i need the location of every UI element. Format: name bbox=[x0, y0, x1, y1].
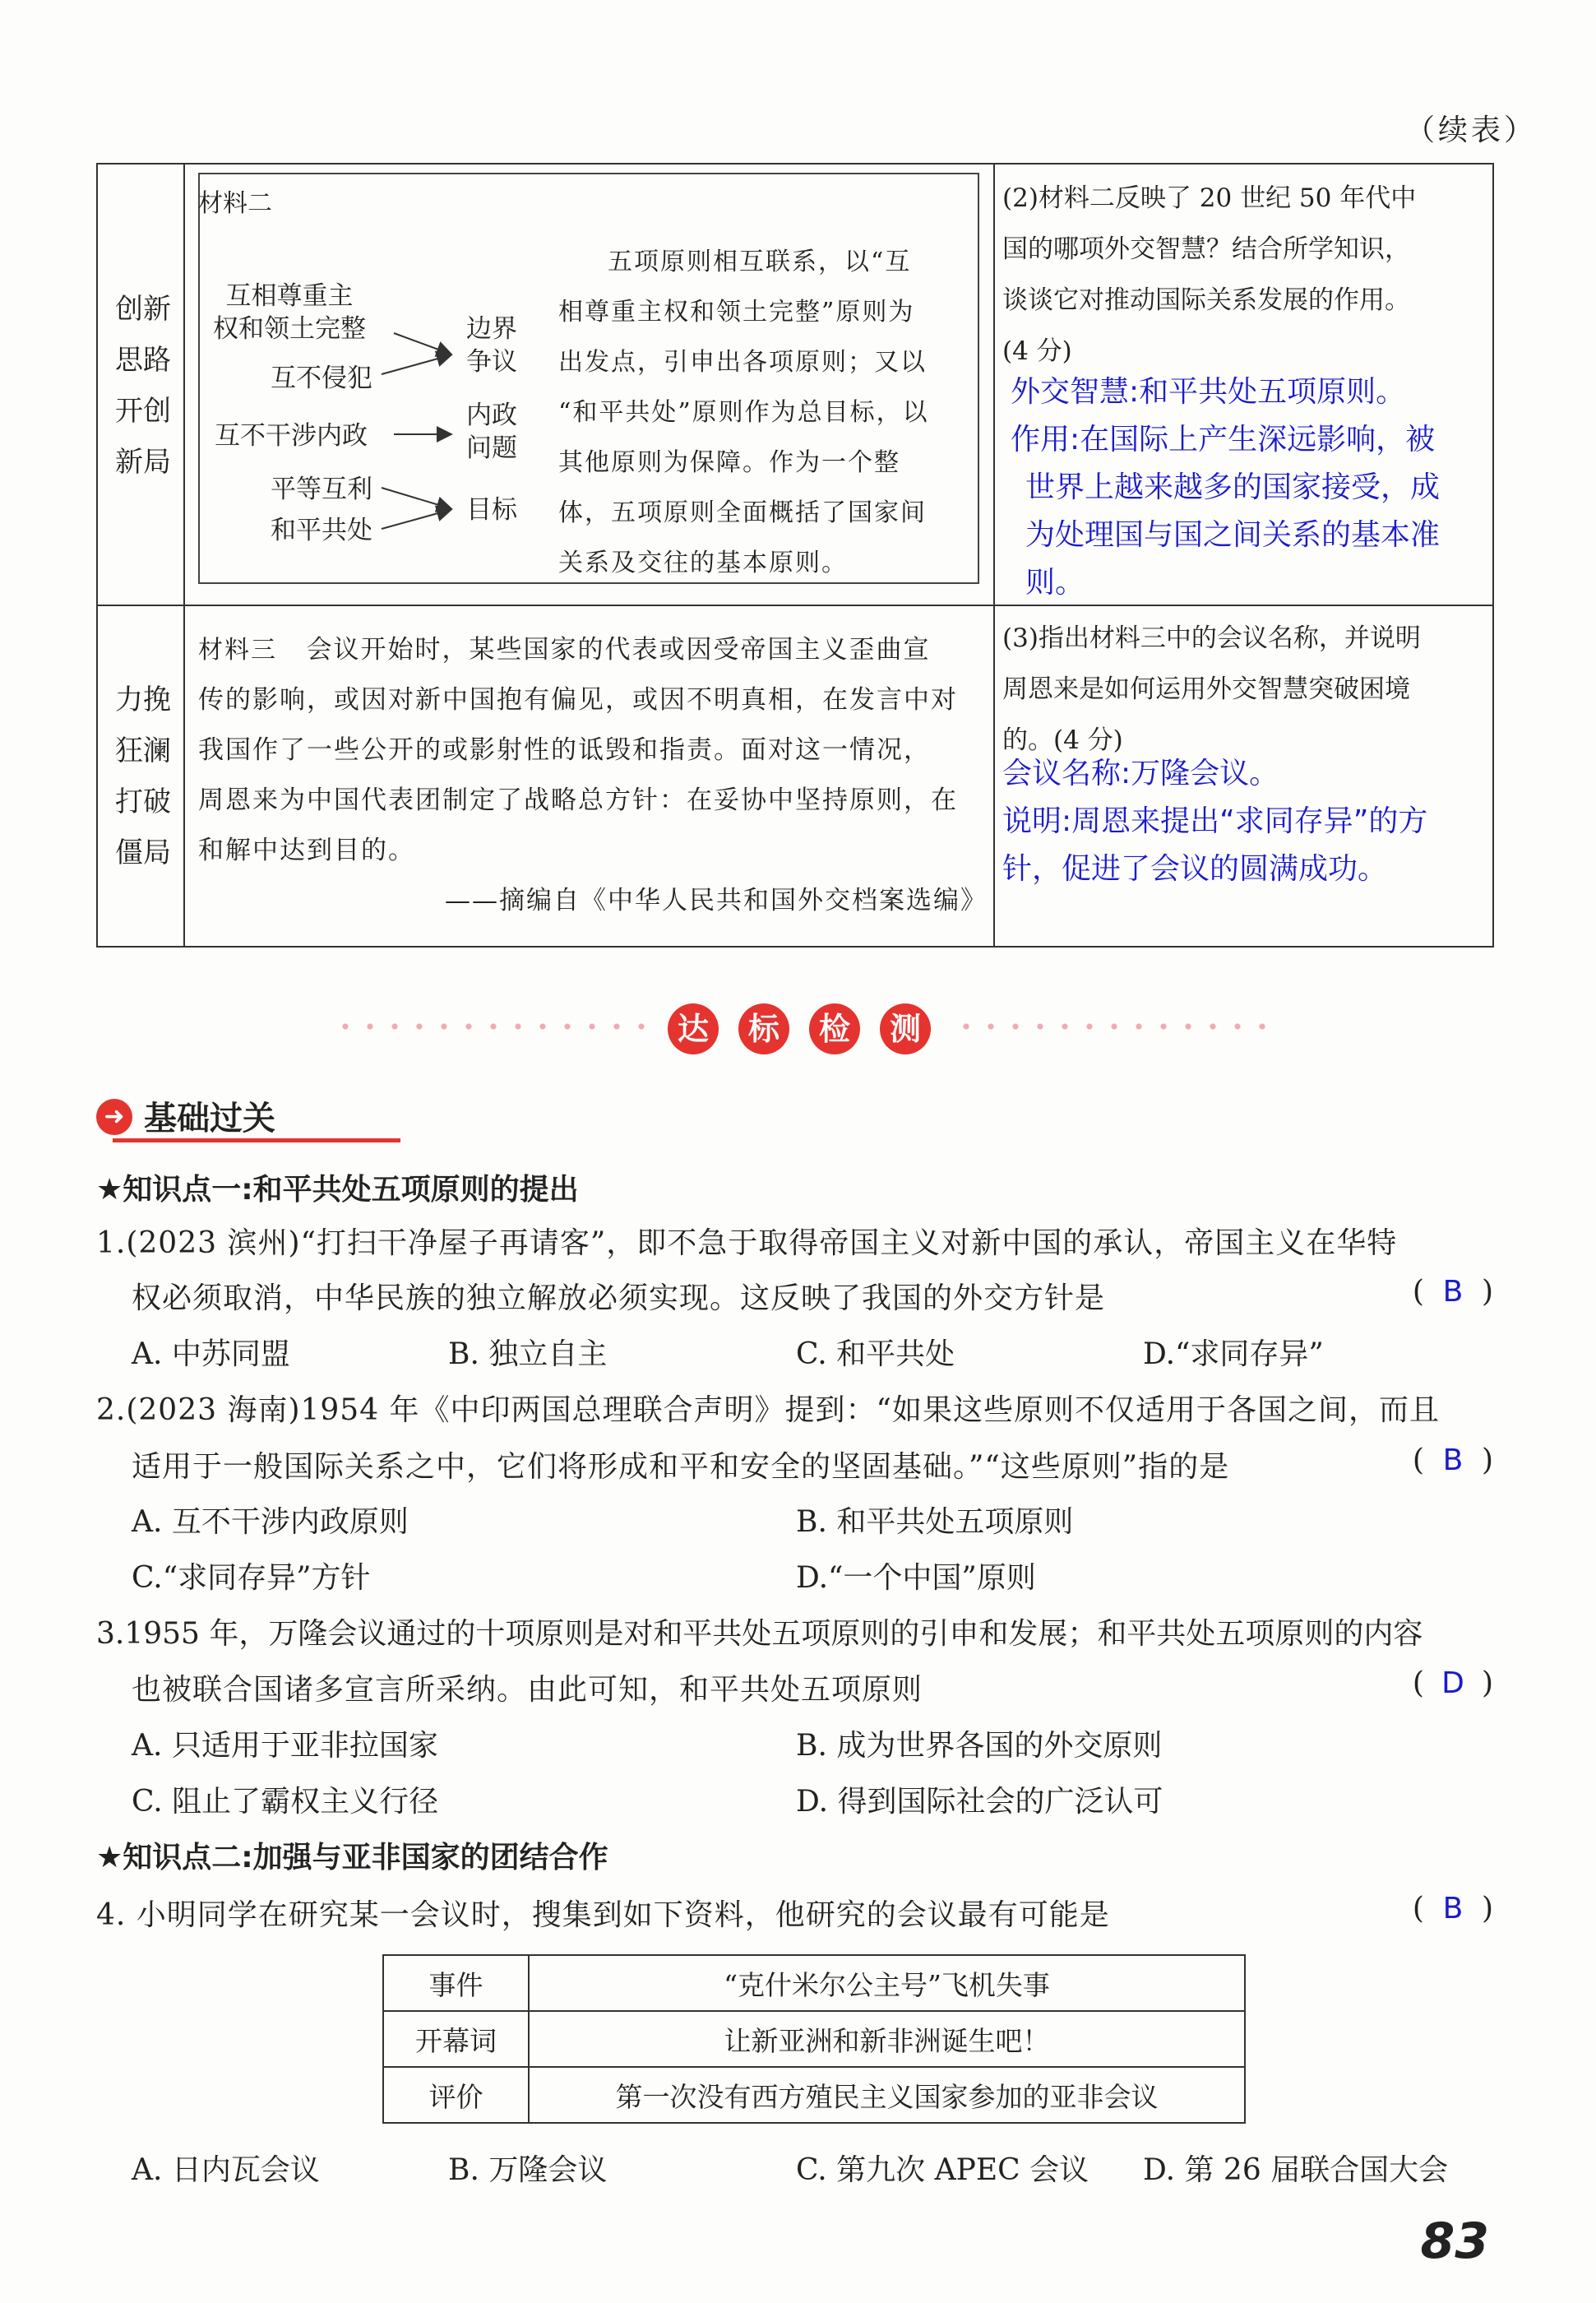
banner-char-4: 测 bbox=[880, 1003, 931, 1054]
row2-label: 力挽 狂澜 打破 僵局 bbox=[115, 683, 171, 869]
q2-line-1: 2.(2023 海南)1954 年《中印两国总理联合声明》提到：“如果这些原则不仅适用于各国之间，而且 bbox=[96, 1393, 1440, 1427]
q1-option-d: D.“求同存异” bbox=[1143, 1337, 1324, 1371]
diagram-arrows bbox=[98, 164, 558, 592]
table-row: 事件 “克什米尔公主号”飞机失事 bbox=[383, 1955, 1245, 2011]
info-table bbox=[382, 1954, 1246, 2124]
q1-line-2: 权必须取消，中华民族的独立解放必须实现。这反映了我国的外交方针是 bbox=[132, 1281, 1106, 1315]
q2-option-d: D.“一个中国”原则 bbox=[796, 1561, 1036, 1595]
q1-line-1: 1.(2023 滨州)“打扫干净屋子再请客”，即不急于取得帝国主义对新中国的承认，帝国主义在华特 bbox=[96, 1226, 1398, 1260]
knowledge-point-1: ★知识点一:和平共处五项原则的提出 bbox=[96, 1173, 579, 1207]
q2-line-2: 适用于一般国际关系之中，它们将形成和平和安全的坚固基础。”“这些原则”指的是 bbox=[132, 1450, 1230, 1484]
banner-dots-right bbox=[954, 1023, 1266, 1030]
q2-option-a: A. 互不干涉内政原则 bbox=[132, 1505, 409, 1539]
banner-dots-left bbox=[333, 1023, 645, 1030]
principle-2: 互不侵犯 bbox=[271, 364, 372, 393]
principle-4: 平等互利 bbox=[271, 475, 372, 504]
q1-option-c: C. 和平共处 bbox=[796, 1337, 955, 1371]
q1-answer: ( B ) bbox=[1412, 1275, 1493, 1309]
question-3: (3)指出材料三中的会议名称，并说明 周恩来是如何运用外交智慧突破困境 的。(4 分) bbox=[1002, 623, 1421, 755]
answer-3: 会议名称:万隆会议。 说明:周恩来提出“求同存异”的方 针，促进了会议的圆满成功。 bbox=[1002, 757, 1428, 886]
arrow-right-icon: ➜ bbox=[96, 1099, 132, 1135]
material-three-text: 材料三 会议开始时，某些国家的代表或因受帝国主义歪曲宣 传的影响，或因对新中国抱有偏见，或因不明真相，在发言中对 我国作了一些公开的或影射性的诋毁和指责。面对这一情况， 周恩来为中国代表团制定了战略总方针：在妥协中坚持原则，在 和解中达到目的。 ——摘编自《中华人民共和国外交档案选编》 bbox=[198, 625, 996, 926]
material-three-source: ——摘编自《中华人民共和国外交档案选编》 bbox=[445, 886, 988, 915]
q3-option-c: C. 阻止了霸权主义行径 bbox=[132, 1785, 439, 1819]
principle-1: 互相尊重主 权和领土完整 bbox=[213, 281, 366, 344]
q1-option-b: B. 独立自主 bbox=[448, 1337, 608, 1371]
principle-3: 互不干涉内政 bbox=[215, 421, 368, 451]
q2-option-b: B. 和平共处五项原则 bbox=[796, 1505, 1074, 1539]
q2-answer: ( B ) bbox=[1412, 1443, 1493, 1477]
topic-goal: 目标 bbox=[466, 495, 517, 525]
answer-2: 外交智慧:和平共处五项原则。 作用:在国际上产生深远影响，被 世界上越来越多的国家接受，成 为处理国与国之间关系的基本准 则。 bbox=[1011, 375, 1441, 600]
q3-option-b: B. 成为世界各国的外交原则 bbox=[796, 1729, 1163, 1763]
question-2: (2)材料二反映了 20 世纪 50 年代中 国的哪项外交智慧？结合所学知识， 谈谈它对推动国际关系发展的作用。 (4 分) bbox=[1002, 183, 1417, 366]
page-number: 83 bbox=[1420, 2213, 1489, 2270]
material-two-text: 五项原则相互联系，以“互 相尊重主权和领土完整”原则为 出发点，引申出各项原则；又以 “和平共处”原则作为总目标，以 其他原则为保障。作为一个整 体，五项原则全面概括了国家间 关系及交往的基本原则。 bbox=[558, 248, 929, 577]
material-three-title: 材料三 bbox=[198, 636, 277, 665]
q3-line-2: 也被联合国诸多宣言所采纳。由此可知，和平共处五项原则 bbox=[132, 1673, 923, 1707]
q2-option-c: C.“求同存异”方针 bbox=[132, 1561, 371, 1595]
q4-option-a: A. 日内瓦会议 bbox=[132, 2153, 320, 2187]
q4-option-b: B. 万隆会议 bbox=[448, 2153, 608, 2187]
table-row: 开幕词 让新亚洲和新非洲诞生吧！ bbox=[383, 2011, 1245, 2067]
banner-char-1: 达 bbox=[668, 1003, 719, 1054]
q4-line-1: 4. 小明同学在研究某一会议时，搜集到如下资料，他研究的会议最有可能是 bbox=[96, 1898, 1110, 1932]
continuation-label: （续表） bbox=[1404, 114, 1537, 147]
q4-option-d: D. 第 26 届联合国大会 bbox=[1143, 2153, 1449, 2187]
material-two-title: 材料二 bbox=[198, 189, 272, 218]
banner-char-2: 标 bbox=[738, 1003, 789, 1054]
banner-char-3: 检 bbox=[809, 1003, 860, 1054]
q3-option-d: D. 得到国际社会的广泛认可 bbox=[796, 1785, 1163, 1819]
principle-5: 和平共处 bbox=[271, 516, 372, 545]
knowledge-point-2: ★知识点二:加强与亚非国家的团结合作 bbox=[96, 1841, 608, 1874]
q1-option-a: A. 中苏同盟 bbox=[132, 1337, 290, 1371]
table-row: 评价 第一次没有西方殖民主义国家参加的亚非会议 bbox=[383, 2067, 1245, 2123]
material-table bbox=[96, 163, 1494, 948]
q3-option-a: A. 只适用于亚非拉国家 bbox=[132, 1729, 438, 1763]
row1-label: 创新 思路 开创 新局 bbox=[115, 293, 171, 479]
topic-internal: 内政 问题 bbox=[466, 401, 517, 463]
q4-option-c: C. 第九次 APEC 会议 bbox=[796, 2153, 1089, 2187]
topic-border: 边界 争议 bbox=[466, 314, 517, 377]
q3-line-1: 3.1955 年，万隆会议通过的十项原则是对和平共处五项原则的引申和发展；和平共处五项原则的内容 bbox=[96, 1617, 1423, 1651]
q3-answer: ( D ) bbox=[1412, 1666, 1493, 1700]
q4-answer: ( B ) bbox=[1412, 1892, 1493, 1925]
